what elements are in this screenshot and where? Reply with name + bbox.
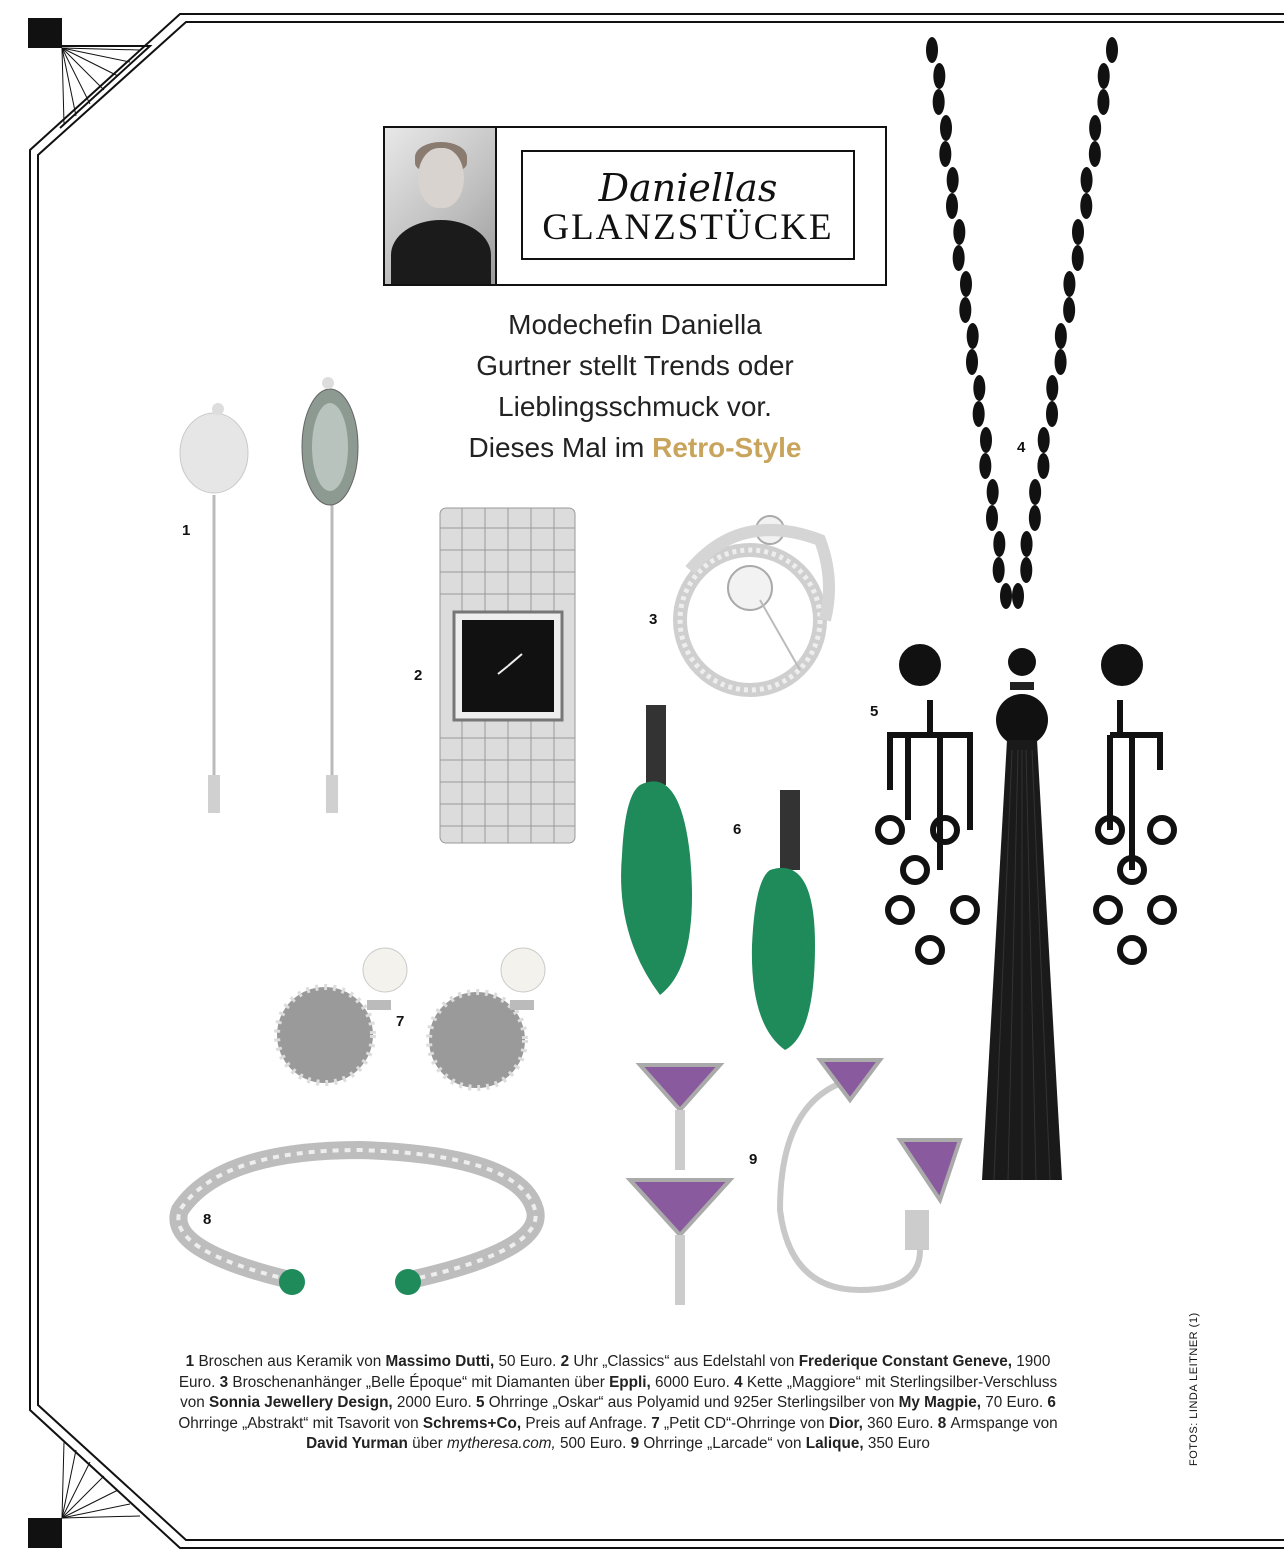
caption-run: „Petit CD“-Ohrringe von bbox=[663, 1414, 829, 1432]
intro-highlight: Retro-Style bbox=[652, 432, 802, 463]
intro-prefix: Dieses Mal im bbox=[468, 432, 653, 463]
caption-run: Ohrringe „Oskar“ aus Polyamid und 925er Sterlingsilber von bbox=[488, 1394, 899, 1411]
caption-run: My Magpie, bbox=[898, 1394, 982, 1411]
amethyst-earrings-image bbox=[620, 1060, 980, 1310]
malachite-earrings-image bbox=[610, 705, 820, 1055]
item-number-3: 3 bbox=[649, 611, 658, 628]
item-number-9: 9 bbox=[749, 1151, 758, 1168]
caption-run: Dior, bbox=[828, 1414, 863, 1432]
column-header bbox=[383, 126, 887, 286]
caption-run: 6000 Euro. bbox=[650, 1373, 735, 1391]
caption-run: Broschen aus Keramik von bbox=[198, 1353, 386, 1370]
column-title bbox=[521, 150, 855, 260]
caption-run: Ohrringe „Abstrakt“ mit Tsavorit von bbox=[178, 1414, 423, 1432]
caption-run: Lalique, bbox=[805, 1435, 864, 1452]
item-number-4: 4 bbox=[1017, 439, 1026, 456]
item-number-7: 7 bbox=[396, 1013, 405, 1030]
caption-run: 70 Euro. bbox=[981, 1394, 1048, 1411]
caption-run: 5 bbox=[476, 1394, 489, 1411]
caption-run: Armspange von bbox=[950, 1414, 1058, 1432]
item-number-8: 8 bbox=[203, 1211, 212, 1228]
caption-run: 2000 Euro. bbox=[392, 1394, 477, 1411]
caption-run: Broschenanhänger „Belle Époque“ mit Diamanten über bbox=[232, 1373, 610, 1391]
jet-tassel-necklace-image bbox=[912, 40, 1142, 1200]
caption-run: Uhr „Classics“ aus Edelstahl von bbox=[573, 1353, 799, 1370]
intro-line-3: Lieblingsschmuck vor. bbox=[498, 391, 772, 422]
caption-run: 360 Euro. bbox=[862, 1414, 938, 1432]
geometric-earrings-image bbox=[870, 640, 1180, 970]
brooch-pins-image bbox=[170, 375, 370, 825]
photo-credit bbox=[1184, 1312, 1204, 1470]
intro-line-2: Gurtner stellt Trends oder bbox=[476, 350, 794, 381]
item-number-1: 1 bbox=[182, 522, 191, 539]
title-line-2: GLANZSTÜCKE bbox=[542, 207, 834, 248]
caption-run: 1900 Euro. bbox=[178, 1353, 1051, 1391]
pearl-stud-earrings-image bbox=[255, 940, 555, 1100]
caption-run: 50 Euro. bbox=[494, 1353, 561, 1370]
caption-run: Schrems+Co, bbox=[422, 1414, 522, 1432]
caption-run: Frederique Constant Geneve, bbox=[798, 1353, 1013, 1370]
caption-run: 7 bbox=[651, 1414, 664, 1432]
caption-run: 3 bbox=[219, 1373, 233, 1391]
caption-run: mytheresa.com, bbox=[446, 1435, 556, 1452]
caption-run: 6 bbox=[1047, 1394, 1056, 1411]
caption-run: Kette „Maggiore“ mit Sterlingsilber-Verschluss von bbox=[180, 1373, 1058, 1411]
caption-run: 1 bbox=[185, 1353, 199, 1370]
caption-run: Massimo Dutti, bbox=[385, 1353, 495, 1370]
caption-run: 8 bbox=[937, 1414, 951, 1432]
item-number-5: 5 bbox=[870, 703, 879, 720]
caption-run: 9 bbox=[630, 1435, 644, 1452]
caption-run: Preis auf Anfrage. bbox=[521, 1414, 652, 1432]
title-line-1: Daniellas bbox=[598, 166, 778, 210]
intro-line-4 bbox=[432, 427, 838, 468]
item-number-2: 2 bbox=[414, 667, 423, 684]
caption-run: David Yurman bbox=[306, 1435, 408, 1452]
caption-run: 4 bbox=[734, 1373, 747, 1391]
product-caption bbox=[168, 1352, 1068, 1455]
caption-run: 2 bbox=[560, 1353, 574, 1370]
caption-run: 350 Euro bbox=[863, 1435, 930, 1452]
intro-line-1: Modechefin Daniella bbox=[508, 309, 762, 340]
diamond-brooch-image bbox=[650, 500, 860, 700]
caption-run: Sonnia Jewellery Design, bbox=[209, 1394, 393, 1411]
author-portrait bbox=[385, 128, 497, 284]
watch-image bbox=[440, 508, 575, 843]
intro-text bbox=[432, 304, 838, 468]
caption-run: über bbox=[407, 1435, 447, 1452]
photo-credit-text: FOTOS: LINDA LEITNER (1) bbox=[1188, 1312, 1200, 1466]
item-number-6: 6 bbox=[733, 821, 742, 838]
caption-run: Ohrringe „Larcade“ von bbox=[643, 1435, 806, 1452]
cable-bangle-image bbox=[160, 1140, 550, 1310]
caption-run: 500 Euro. bbox=[555, 1435, 631, 1452]
caption-run: Eppli, bbox=[609, 1373, 651, 1391]
